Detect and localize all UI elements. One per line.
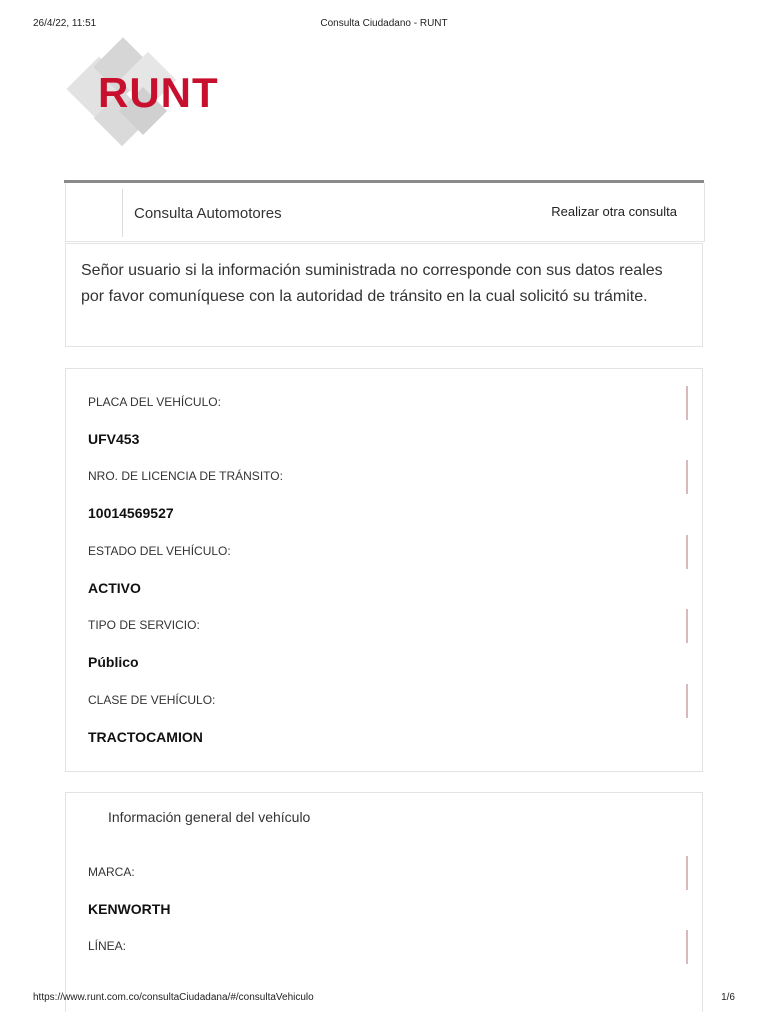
field-marker bbox=[686, 460, 688, 494]
field-marker bbox=[686, 856, 688, 890]
field-value: Público bbox=[88, 654, 139, 670]
print-date: 26/4/22, 11:51 bbox=[33, 18, 97, 29]
field-label: MARCA: bbox=[88, 865, 135, 879]
field-value: UFV453 bbox=[88, 431, 140, 447]
field-value: 10014569527 bbox=[88, 505, 174, 521]
field-marker bbox=[686, 684, 688, 718]
field-marker bbox=[686, 386, 688, 420]
header-divider bbox=[122, 189, 123, 237]
page-title: Consulta Automotores bbox=[134, 205, 282, 222]
print-url: https://www.runt.com.co/consultaCiudadana/#/consultaVehiculo bbox=[33, 992, 314, 1003]
field-label: PLACA DEL VEHÍCULO: bbox=[88, 395, 221, 409]
query-header bbox=[65, 183, 705, 242]
field-value: TRACTOCAMION bbox=[88, 729, 203, 745]
field-value: KENWORTH bbox=[88, 901, 171, 917]
logo-wordmark: RUNT bbox=[98, 69, 219, 116]
print-header bbox=[33, 18, 735, 32]
print-page-number: 1/6 bbox=[721, 992, 735, 1003]
field-label: ESTADO DEL VEHÍCULO: bbox=[88, 544, 231, 558]
field-label: CLASE DE VEHÍCULO: bbox=[88, 693, 216, 707]
field-value: ACTIVO bbox=[88, 580, 141, 596]
print-footer bbox=[33, 992, 735, 1006]
print-title: Consulta Ciudadano - RUNT bbox=[320, 18, 448, 29]
notice-panel bbox=[65, 243, 703, 347]
field-label: NRO. DE LICENCIA DE TRÁNSITO: bbox=[88, 469, 283, 483]
section-title: Información general del vehículo bbox=[108, 809, 311, 825]
general-info-card bbox=[65, 792, 703, 1012]
field-label: TIPO DE SERVICIO: bbox=[88, 618, 200, 632]
vehicle-summary-card bbox=[65, 368, 703, 772]
field-label: LÍNEA: bbox=[88, 939, 127, 953]
new-query-link[interactable]: Realizar otra consulta bbox=[551, 204, 677, 219]
notice-text: Señor usuario si la información suministrada no corresponde con sus datos reales por favor comuníquese con la autoridad de tránsito en la cual solicitó su trámite. bbox=[81, 262, 663, 305]
field-marker bbox=[686, 609, 688, 643]
field-marker bbox=[686, 930, 688, 964]
runt-logo bbox=[64, 38, 274, 156]
field-marker bbox=[686, 535, 688, 569]
